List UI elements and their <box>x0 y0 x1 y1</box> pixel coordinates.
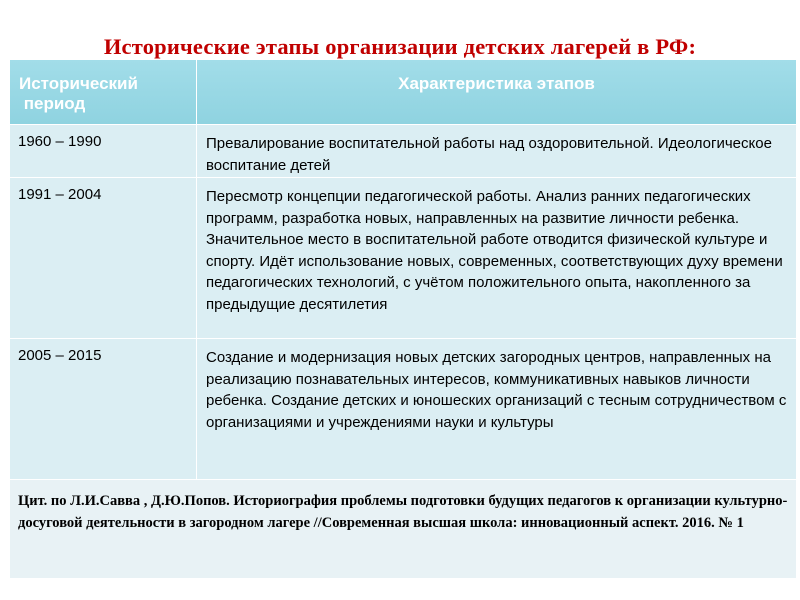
period-cell: 2005 – 2015 <box>18 347 102 364</box>
table-header <box>10 60 796 124</box>
citation-text: Цит. по Л.И.Савва , Д.Ю.Попов. Историография проблемы подготовки будущих педагогов к организации культурно-досуговой деятельности в загородном лагере //Современная высшая школа: инновационный аспект. 2016. № 1 <box>18 493 788 531</box>
header-period: Исторический период <box>19 74 138 113</box>
header-characteristics: Характеристика этапов <box>398 74 595 93</box>
table-row <box>10 338 796 480</box>
citation-row <box>10 479 796 578</box>
table-row <box>10 124 796 178</box>
description-cell: Превалирование воспитательной работы над оздоровительной. Идеологическое воспитание детей <box>206 135 772 174</box>
period-cell: 1960 – 1990 <box>18 133 102 150</box>
table-row <box>10 177 796 339</box>
period-cell: 1991 – 2004 <box>18 186 102 203</box>
description-cell: Пересмотр концепции педагогической работы. Анализ ранних педагогических программ, разработка новых, направленных на развитие личности ребенка. Значительное место в воспитательной работе отводится физической культуре и спорту. Идёт использование новых, современных, соответствующих духу времени педагогических технологий, с учётом положительного опыта, накопленного за предыдущие десятилетия <box>206 188 783 313</box>
slide-title: Исторические этапы организации детских лагерей в РФ: <box>103 34 697 59</box>
description-cell: Создание и модернизация новых детских загородных центров, направленных на реализацию познавательных интересов, коммуникативных навыков личности ребенка. Создание детских и юношеских организаций с тесным сотрудничеством с организациями и учреждениями науки и культуры <box>206 349 787 431</box>
